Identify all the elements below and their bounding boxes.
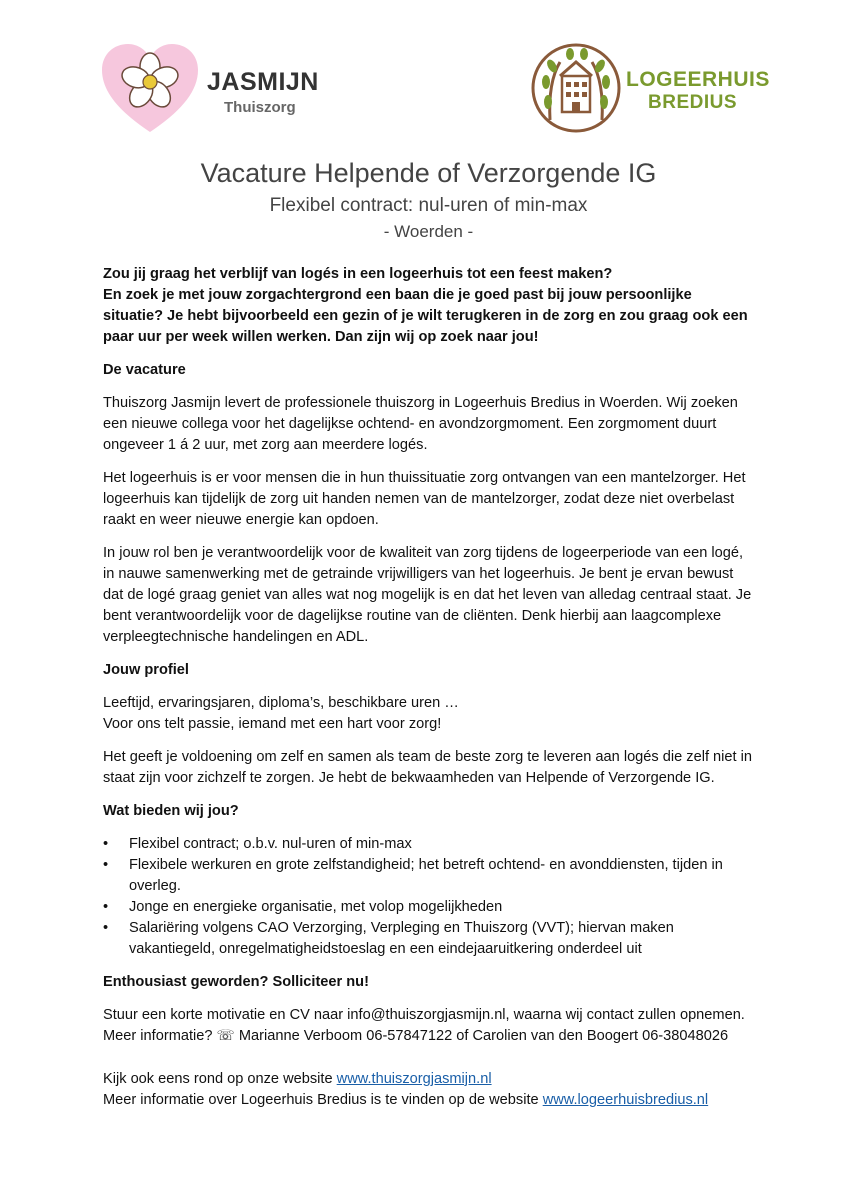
website-line-1-text: Kijk ook eens rond op onze website	[103, 1071, 337, 1087]
solliciteer-heading: Enthousiast geworden? Solliciteer nu!	[103, 974, 369, 990]
profiel-line-2: Voor ons telt passie, iemand met een hart voor zorg!	[103, 716, 442, 732]
list-item: • Flexibele werkuren en grote zelfstandigheid; het betreft ochtend- en avonddiensten, tijden in overleg.	[103, 855, 753, 897]
vacature-paragraph-3: In jouw rol ben je verantwoordelijk voor de kwaliteit van zorg tijdens de logeerperiode van een logé, in nauwe samenwerking met de getrainde vrijwilligers van het logeerhuis. Je bent je ervan bewust dat de logé graag geniet van alles wat nog mogelijk is en dat het leven van alledag centraal staat. Je bent verantwoordelijk voor de dagelijkse routine van de cliënten. Denk hierbij aan laagcomplexe verpleegtechnische handelingen en ADL.	[103, 545, 752, 645]
logeerhuis-logo-line2: BREDIUS	[648, 92, 738, 113]
logeerhuisbredius-link[interactable]: www.logeerhuisbredius.nl	[542, 1092, 709, 1108]
vacature-heading: De vacature	[103, 362, 186, 378]
intro-line-1: Zou jij graag het verblijf van logés in een logeerhuis tot een feest maken?	[103, 266, 613, 282]
solliciteer-paragraph	[103, 1005, 753, 1047]
list-item: • Flexibel contract; o.b.v. nul-uren of min-max	[103, 834, 753, 855]
logeerhuis-logo	[530, 42, 770, 142]
logeerhuis-logo-line1: LOGEERHUIS	[626, 68, 770, 91]
jasmijn-logo	[100, 42, 340, 142]
bieden-heading: Wat bieden wij jou?	[103, 803, 239, 819]
website-paragraph	[103, 1069, 753, 1111]
profiel-paragraph: Het geeft je voldoening om zelf en samen als team de beste zorg te leveren aan logés die zelf niet in staat zijn voor zichzelf te zorgen. Je hebt de bekwaamheden van Helpende of Verzorgende IG.	[103, 749, 753, 786]
heart-flower-icon	[100, 42, 200, 136]
document-body	[103, 264, 753, 1123]
list-item: • Jonge en energieke organisatie, met volop mogelijkheden	[103, 897, 753, 918]
page-subtitle: Flexibel contract: nul-uren of min-max	[269, 195, 588, 216]
profiel-line-1: Leeftijd, ervaringsjaren, diploma’s, beschikbare uren …	[103, 695, 459, 711]
thuiszorgjasmijn-link[interactable]: www.thuiszorgjasmijn.nl	[336, 1071, 492, 1087]
bieden-list	[103, 834, 753, 960]
profiel-heading: Jouw profiel	[103, 662, 189, 678]
intro-line-2: En zoek je met jouw zorgachtergrond een baan die je goed past bij jouw persoonlijke situatie? Je hebt bijvoorbeeld een gezin of je wilt terugkeren in de zorg en zou graag ook een paar uur per week willen werken. Dan zijn wij op zoek naar jou!	[103, 287, 748, 345]
website-line-2-text: Meer informatie over Logeerhuis Bredius is te vinden op de website	[103, 1092, 543, 1108]
list-item: • Salariëring volgens CAO Verzorging, Verpleging en Thuiszorg (VVT); hiervan maken vakantiegeld, onregelmatigheidstoeslag en een eindejaaruitkering onderdeel uit	[103, 918, 753, 960]
vacature-paragraph-2: Het logeerhuis is er voor mensen die in hun thuissituatie zorg ontvangen van een mantelzorger. Het logeerhuis kan tijdelijk de zorg uit handen nemen van de mantelzorger, zodat deze niet overbelast raakt en weer nieuwe energie kan opdoen.	[103, 470, 746, 528]
solliciteer-line-1: Stuur een korte motivatie en CV naar info@thuiszorgjasmijn.nl, waarna wij contact zullen opnemen.	[103, 1007, 745, 1023]
page-location: - Woerden -	[383, 222, 474, 241]
solliciteer-line-2: Meer informatie? ☏ Marianne Verboom 06-57847122 of Carolien van den Boogert 06-38048026	[103, 1028, 729, 1044]
jasmijn-logo-name: JASMIJN	[207, 68, 319, 96]
profiel-lines	[103, 693, 753, 735]
jasmijn-logo-sub: Thuiszorg	[224, 99, 296, 116]
vacature-paragraph-1: Thuiszorg Jasmijn levert de professionele thuiszorg in Logeerhuis Bredius in Woerden. Wij zoeken een nieuwe collega voor het dagelijkse ochtend- en avondzorgmoment. Een zorgmoment duurt ongeveer 1 á 2 uur, met zorg aan meerdere logés.	[103, 395, 738, 453]
intro-paragraph	[103, 264, 753, 348]
page-title: Vacature Helpende of Verzorgende IG	[200, 158, 657, 188]
house-tree-icon	[530, 42, 622, 134]
